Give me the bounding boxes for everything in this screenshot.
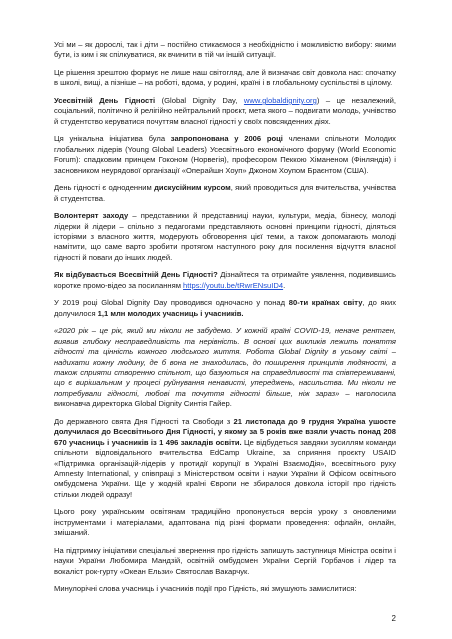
link-promo-video[interactable]: https://youtu.be/tRwrENsuID4	[183, 280, 284, 290]
emphasis-how-question: Як відбувається Всесвітній День Гідності?	[54, 270, 218, 280]
emphasis-participants: 1,1 млн молодих учасниць і учасників.	[97, 308, 244, 318]
quote-text: «2020 рік – це рік, який ми ніколи не забудемо. У кожній країні COVID-19, неначе рентген, виявив глибоку несправедливість та нерівність. В основі цих викликів лежить поняття гідності та цінність кожного людського життя. Робота Global Dignity в усьому світі – надихати кожну людину, де б вона не знаходилась, до поширення принципів людяності, а також сприяти створенню спільнот, що базуються на справедливості та співпереживанні, що є вирішальним у процесі руйнування ненависті, упереджень, насильства. Ми ніколи не потребували гідності, любові та почуття гідності більше, ніж зараз»	[54, 326, 396, 398]
paragraph-initiative-origin	[54, 134, 396, 176]
paragraph-ukraine-participation	[54, 417, 396, 500]
text-segment: – наголосила виконавча директорка Global Dignity Синтія Гайер.	[54, 388, 396, 409]
text-segment: , який проводиться для вчительства, учнівства й студентства.	[54, 183, 396, 203]
link-globaldignity[interactable]: www.globaldignity.org	[243, 96, 317, 105]
text-segment: членами спільноти Молодих глобальних лідерів (Young Global Leaders) Усесвітнього економічного форуму (World Economic Forum): спадковим принцем Гоконом (Норвегія), професором Пеккою Хіманеном (Фінляндія) і засновником неурядової організації «Операйшн Хоуп» Джоном Хоупом Браєнтом (США).	[54, 134, 396, 175]
paragraph-intro: Усі ми – як дорослі, так і діти – постійно стикаємося з необхідністю і можливістю вибору: якими бути, із ким і як спілкуватися, як вчинити в тій чи іншій ситуації.	[54, 40, 396, 60]
paragraph-discussion-course	[54, 183, 396, 204]
paragraph-support: На підтримку ініціативи спеціальні звернення про гідність запишуть заступниця Міністра освіти і науки України Любомира Мандзій, освітній омбудсмен України Сергій Горбачов і лідер та вокаліст рок-гурту «Океан Ельзи» Святослав Вакарчук.	[54, 545, 396, 576]
paragraph-volunteers	[54, 211, 396, 263]
paragraph-quote	[54, 326, 396, 409]
paragraph-how-it-works	[54, 270, 396, 291]
emphasis-ukraine-dates: 21 листопада до 9 грудня Україна ушосте долучилася до Всесвітнього Дня Гідності, у якому за 5 років вже взяли участь понад 208 670 учасниць і учасників із 1 496 закладів освіти.	[54, 416, 396, 447]
emphasis-countries: 80-ти країнах світу	[288, 298, 363, 308]
text-segment: Це відбудеться завдяки зусиллям команди спільноти відповідального вчительства EdCamp Ukraine, за сприяння проєкту USAID «Підтримка організацій-лідерів у протидії корупції в Україні ВзаємоДія», всесвітнього руху Amnesty International, у співпраці з Міністерством освіти і науки України й Офісом освітнього омбудсмена України. Ще у жодній країні Європи не збиралося довкола історії про гідність стільки людей одразу!	[54, 437, 396, 499]
text-segment: .	[283, 280, 286, 290]
paragraph-2019-stats	[54, 298, 396, 319]
text-segment: У 2019 році Global Dignity Day проводився одночасно у понад	[54, 298, 289, 308]
text-segment: , до яких долучилося	[54, 298, 396, 318]
text-segment: День гідності є одноденним	[54, 183, 155, 193]
paragraph-lesson-formats: Цього року українським освітянам традиційно пропонується версія уроку з оновленими інструментами і матеріалами, адаптована під різні формати проведення: офлайн, онлайн, змішаний.	[54, 507, 396, 538]
page-number: 2	[391, 614, 396, 623]
text-segment: – представники й представниці науки, культури, медіа, бізнесу, молоді лідерки й лідери – спільно з педагогами представляють основні принципи гідності, діляться історіями з власного життя, модерують обговорення цієї теми, а також допомагають молоді намітити, що саме варто зробити протягом наступного року для посилення відчуття власної гідності й поваги до інших людей.	[54, 211, 396, 262]
text-segment: (Global Dignity Day,	[155, 96, 244, 105]
paragraph-global-dignity-day	[54, 96, 396, 127]
text-segment: Дізнайтеся та отримайте уявлення, подивившись коротке промо-відео за посиланням	[54, 270, 396, 290]
term-global-dignity-day: Усесвітній День Гідності	[54, 96, 156, 105]
paragraph-quotes-intro: Минулорічні слова учасниць і учасників події про Гідність, які змушують замислитися:	[54, 584, 357, 594]
text-segment: До державного свята Дня Гідності та Свободи з	[54, 416, 234, 426]
text-segment: Ця унікальна ініціатива була	[54, 134, 171, 144]
emphasis-2006: запропонована у 2006 році	[170, 134, 283, 144]
text-segment: ) – це незалежний, соціальний, політично й релігійно нейтральний проєкт, мета якого – подвигати молодь, учнівство й студентство керуватися почуттям власної гідності у своїх повсякденних діях.	[54, 96, 396, 126]
emphasis-discussion-course: дискусійним курсом	[154, 183, 231, 193]
paragraph-worldview: Це рішення зрештою формує не лише наш світогляд, але й визначає світ довкола нас: спочатку в школі, вищі, а пізніше – на роботі, вдома, у родині, країні і в глобальному суспільстві в цілому.	[54, 68, 396, 88]
emphasis-volunteers: Волонтерят заходу	[54, 211, 129, 221]
